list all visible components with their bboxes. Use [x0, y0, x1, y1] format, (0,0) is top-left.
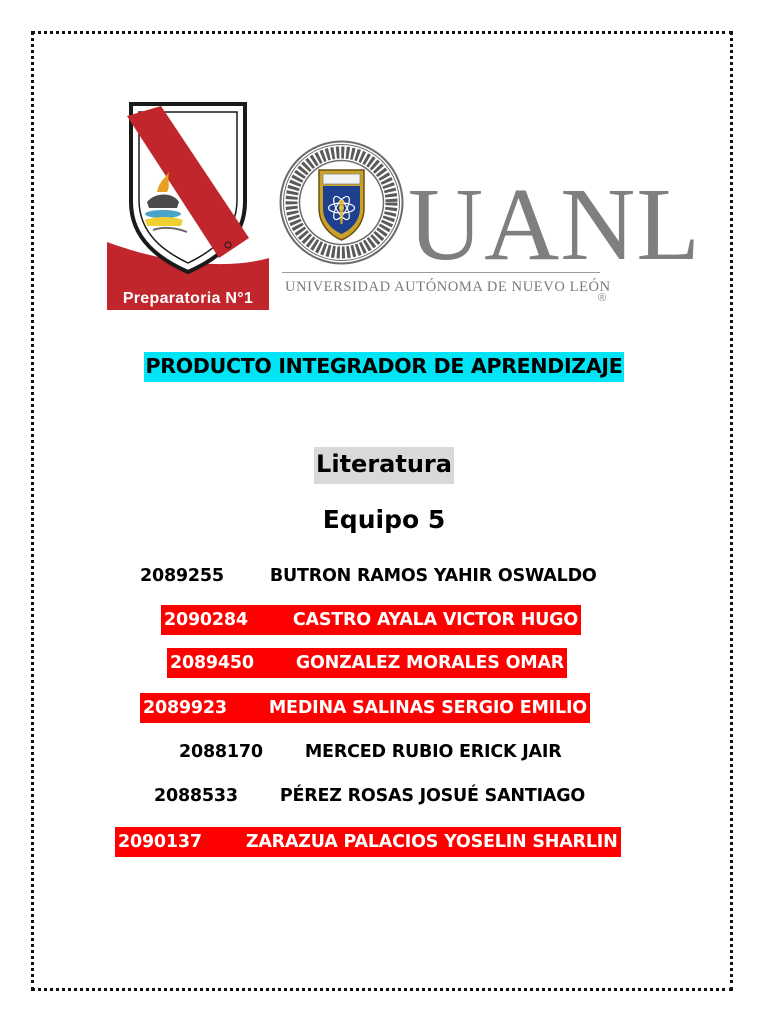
uanl-subtitle: UNIVERSIDAD AUTÓNOMA DE NUEVO LEÓN — [285, 279, 611, 295]
uanl-divider — [282, 272, 600, 273]
subject-label: Literatura — [314, 447, 454, 484]
document-title: PRODUCTO INTEGRADOR DE APRENDIZAJE — [144, 352, 625, 382]
member-name: MERCED RUBIO ERICK JAIR — [304, 742, 562, 762]
member-row — [151, 781, 588, 811]
member-id: 2089923 — [143, 698, 227, 718]
member-id: 2089255 — [140, 566, 224, 586]
member-id: 2090284 — [164, 610, 248, 630]
member-row-highlighted — [115, 827, 621, 857]
member-row-highlighted — [167, 648, 567, 678]
uanl-seal — [279, 140, 404, 265]
member-row-highlighted — [140, 693, 590, 723]
team-label: Equipo 5 — [322, 505, 446, 534]
member-name: MEDINA SALINAS SERGIO EMILIO — [268, 698, 587, 718]
preparatoria-logo — [107, 92, 269, 310]
member-id: 2088170 — [179, 742, 263, 762]
uanl-wordmark: UANL — [408, 167, 701, 282]
member-id: 2090137 — [118, 832, 202, 852]
member-name: ZARAZUA PALACIOS YOSELIN SHARLIN — [245, 832, 618, 852]
member-name: PÉREZ ROSAS JOSUÉ SANTIAGO — [279, 786, 586, 806]
member-name: GONZALEZ MORALES OMAR — [295, 653, 565, 673]
uanl-registered-mark: ® — [598, 292, 607, 304]
member-name: CASTRO AYALA VICTOR HUGO — [292, 610, 578, 630]
member-row — [176, 737, 565, 767]
member-row-highlighted — [161, 605, 581, 635]
preparatoria-caption: Preparatoria N°1 — [122, 290, 254, 307]
member-id: 2089450 — [170, 653, 254, 673]
member-row — [137, 561, 600, 591]
member-name: BUTRON RAMOS YAHIR OSWALDO — [269, 566, 597, 586]
member-id: 2088533 — [154, 786, 238, 806]
